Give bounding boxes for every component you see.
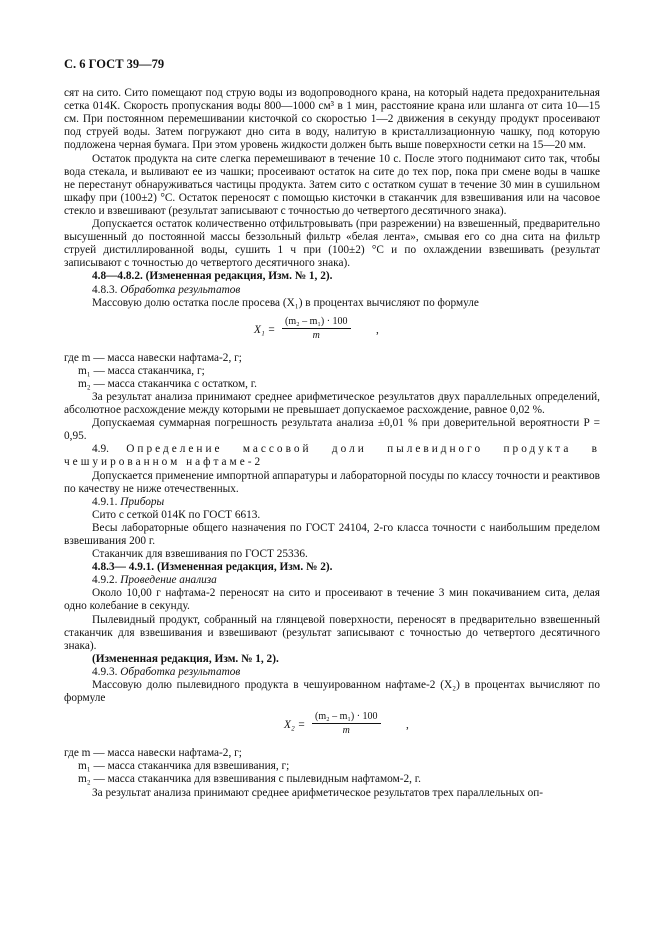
formula-lhs: X₂ = <box>284 719 306 732</box>
variables-list <box>64 352 600 391</box>
section-number: 4.8.3. <box>92 283 118 296</box>
section-title: Обработка результатов <box>120 665 241 678</box>
paragraph: Массовую долю остатка после просева (X₁) в процентах вычисляют по формуле <box>92 296 479 309</box>
formula-x2 <box>64 711 600 741</box>
formula-fraction <box>282 316 351 342</box>
paragraph: Весы лабораторные общего назначения по ГОСТ 24104, 2-го класса точности с наибольшим пределом взвешивания 200 г. <box>64 521 600 547</box>
section-heading <box>64 574 600 587</box>
section-heading <box>64 496 600 509</box>
paragraph: Допускается остаток количественно отфильтровывать (при разрежении) на взвешенный, предварительно высушенный до постоянной массы беззольный фильтр «белая лента», смывая его со дна сита на фильтр струей дистиллированной воды, сушить 1 ч при (100±2) °С и по охлаждении взвешивать (результат записывают с точностью до четвертого десятичного знака). <box>64 218 600 270</box>
section-number: 4.9. <box>92 443 109 456</box>
formula-lhs: X₁ = <box>254 323 276 336</box>
variables-list <box>64 747 600 786</box>
formula-numerator: (m₂ – m₁) · 100 <box>282 316 351 329</box>
paragraph: Сито с сеткой 014К по ГОСТ 6613. <box>92 508 261 521</box>
formula-comma: , <box>376 323 379 336</box>
paragraph: Остаток продукта на сите слегка перемешивают в течение 10 с. После этого поднимают сито так, чтобы вода стекала, и выливают ее из чашки; просеивают остаток на сите до тех пор, пока при смене воды в чашке не перестанут обнаруживаться частицы продукта. Затем сито с остатком сушат в течение 30 мин в сушильном шкафу при (100±2) °С. Остаток переносят с помощью кисточки в стаканчик для взвешивания или на часовое стекло и взвешивают (результат записывают с точностью до четвертого десятичного знака). <box>64 152 600 217</box>
paragraph: Пылевидный продукт, собранный на глянцевой поверхности, переносят в предварительно взвешенный стаканчик для взвешивания и взвешивают (результат записывают с точностью до четвертого десятичного знака). <box>64 613 600 652</box>
section-title: Приборы <box>120 495 165 508</box>
section-title: Проведение анализа <box>120 574 217 587</box>
paragraph: За результат анализа принимают среднее арифметическое результатов трех параллельных оп- <box>92 786 544 799</box>
amendment-note: 4.8—4.8.2. (Измененная редакция, Изм. № 1, 2). <box>92 270 333 283</box>
formula-denominator: m <box>342 725 350 737</box>
formula-comma: , <box>406 719 409 732</box>
variable-definition: m₁ — масса стаканчика для взвешивания, г; <box>78 760 290 773</box>
variable-definition: m₁ — масса стаканчика, г; <box>78 364 205 377</box>
paragraph: Допускается применение импортной аппаратуры и лабораторной посуды по классу точности и реактивов по качеству не ниже отечественных. <box>64 469 600 495</box>
section-heading <box>64 284 600 297</box>
variable-definition: m₂ — масса стаканчика для взвешивания с пылевидным нафтамом-2, г. <box>78 773 421 786</box>
section-number: 4.9.1. <box>92 495 118 508</box>
section-title: Определение массовой доли пылевидного продукта в чешуированном нафтаме-2 <box>64 443 600 469</box>
paragraph: Около 10,00 г нафтама-2 переносят на сито и просеивают в течение 3 мин покачиванием сита, делая одно колебание в секунду. <box>64 587 600 613</box>
variable-definition: где m — масса навески нафтама-2, г; <box>64 747 242 760</box>
section-number: 4.9.2. <box>92 574 118 587</box>
document-page <box>64 58 600 800</box>
paragraph: сят на сито. Сито помещают под струю воды из водопроводного крана, на который надета предохранительная сетка 014К. Скорость пропускания воды 800—1000 см³ в 1 мин, расстояние крана или шланга от сита 10—15 см. При постоянном перемешивании кисточкой со скоростью 1—2 движения в секунду продукт просеивают под струей воды. Затем погружают дно сита в воду, налитую в кристаллизационную чашку, под которую подложена черная бумага. При этом уровень жидкости должен быть выше поверхности сетки на 15—20 мм. <box>64 87 600 152</box>
section-title: Обработка результатов <box>120 283 241 296</box>
paragraph: Массовую долю пылевидного продукта в чешуированном нафтаме-2 (X₂) в процентах вычисляют по формуле <box>64 679 600 705</box>
amendment-note: 4.8.3— 4.9.1. (Измененная редакция, Изм. № 2). <box>92 561 333 574</box>
formula-x1 <box>64 316 600 346</box>
section-heading <box>64 443 600 469</box>
formula-denominator: m <box>312 329 320 341</box>
section-heading <box>64 666 600 679</box>
paragraph: За результат анализа принимают среднее арифметическое результатов двух параллельных определений, абсолютное расхождение между которыми не превышает допускаемое расхождение, равное 0,02 %. <box>64 390 600 417</box>
formula-fraction <box>312 711 381 737</box>
paragraph: Допускаемая суммарная погрешность результата анализа ±0,01 % при доверительной вероятности P = 0,95. <box>64 417 600 443</box>
page-header: С. 6 ГОСТ 39—79 <box>64 57 165 71</box>
variable-definition: m₂ — масса стаканчика с остатком, г. <box>78 377 257 390</box>
formula-numerator: (m₂ – m₁) · 100 <box>312 711 381 724</box>
section-number: 4.9.3. <box>92 665 118 678</box>
paragraph: Стаканчик для взвешивания по ГОСТ 25336. <box>92 548 308 561</box>
variable-definition: где m — масса навески нафтама-2, г; <box>64 351 242 364</box>
amendment-note: (Измененная редакция, Изм. № 1, 2). <box>92 652 279 665</box>
